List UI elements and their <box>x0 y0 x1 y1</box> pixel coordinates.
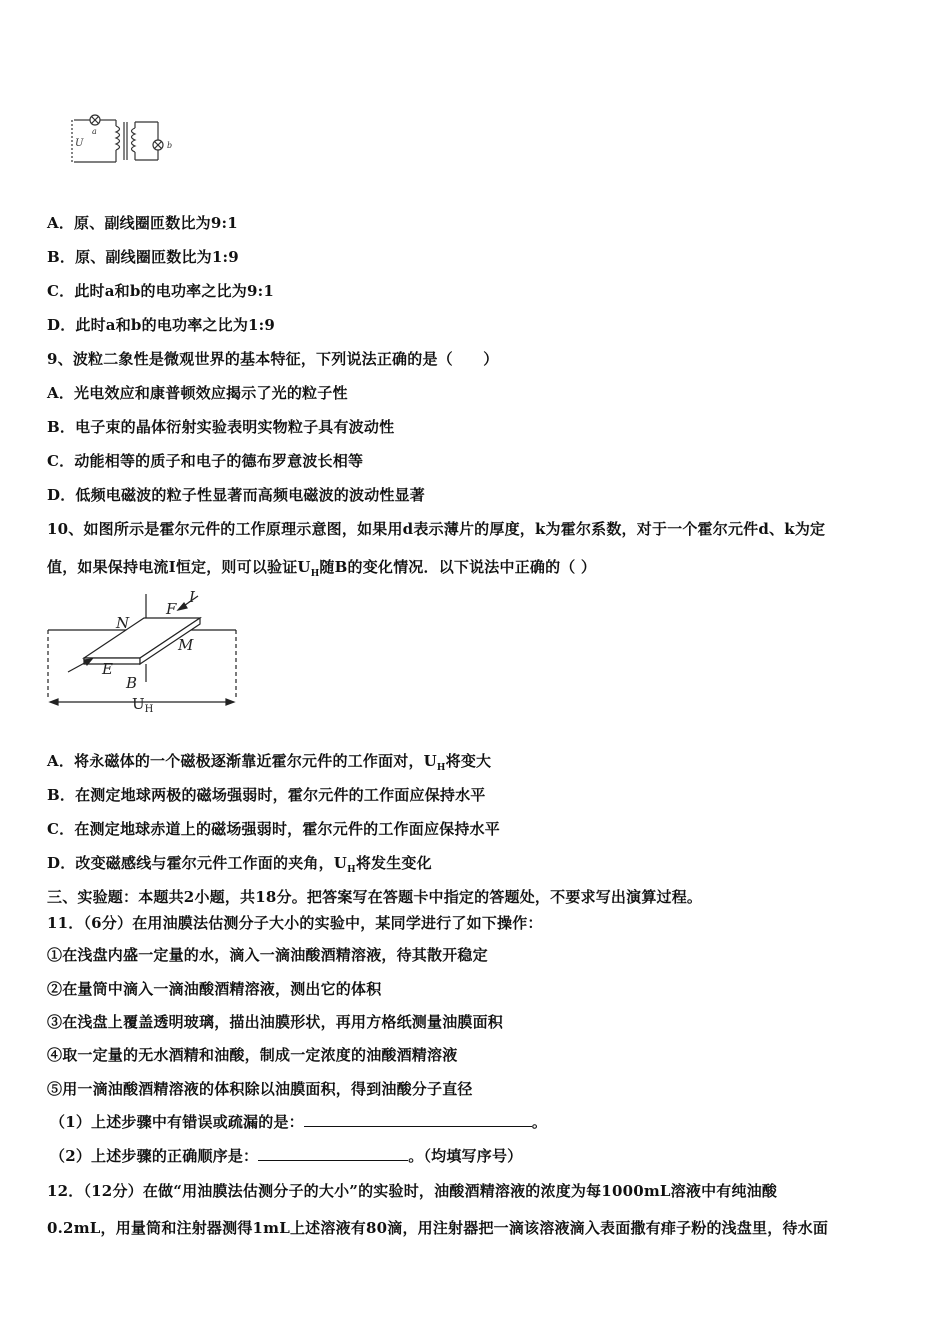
q8-option-c: C．此时a和b的电功率之比为9:1 <box>47 282 274 300</box>
q11-step-2: ②在量筒中滴入一滴油酸酒精溶液，测出它的体积 <box>47 980 382 998</box>
q8-option-b: B．原、副线圈匝数比为1:9 <box>47 248 239 266</box>
q10-option-a: A．将永磁体的一个磁极逐渐靠近霍尔元件的工作面对，$U_H$将变大 <box>47 752 492 773</box>
label-F: F <box>166 600 177 618</box>
q10-option-b: B．在测定地球两极的磁场强弱时，霍尔元件的工作面应保持水平 <box>47 786 486 804</box>
q11-stem: 11．（6分）在用油膜法估测分子大小的实验中，某同学进行了如下操作： <box>47 914 543 932</box>
label-b: b <box>167 141 173 150</box>
q9-option-a: A．光电效应和康普顿效应揭示了光的粒子性 <box>47 384 348 402</box>
q10-option-d: D．改变磁感线与霍尔元件工作面的夹角，$U_H$将发生变化 <box>47 854 432 875</box>
q10-stem-line2: 值，如果保持电流I恒定，则可以验证$U_H$随B的变化情况．以下说法中正确的（ ） <box>47 558 597 579</box>
label-E: E <box>102 660 113 678</box>
label-B: B <box>126 674 138 692</box>
q12-line2: 0.2mL，用量筒和注射器测得1mL上述溶液有80滴，用注射器把一滴该溶液滴入表面撒有痱子粉的浅盘里，待水面 <box>47 1219 829 1237</box>
q11-step-1: ①在浅盘内盛一定量的水，滴入一滴油酸酒精溶液，待其散开稳定 <box>47 946 488 964</box>
answer-blank-1[interactable] <box>304 1112 532 1127</box>
q9-option-b: B．电子束的晶体衍射实验表明实物粒子具有波动性 <box>47 418 395 436</box>
q8-option-d: D．此时a和b的电功率之比为1:9 <box>47 316 276 334</box>
label-a: a <box>92 127 97 136</box>
q10-stem-line1: 10、如图所示是霍尔元件的工作原理示意图，如果用d表示薄片的厚度，k为霍尔系数，对于一个霍尔元件d、k为定 <box>47 520 826 538</box>
q11-step-4: ④取一定量的无水酒精和油酸，制成一定浓度的油酸酒精溶液 <box>47 1046 458 1064</box>
q9-stem: 9、波粒二象性是微观世界的基本特征，下列说法正确的是（ ） <box>47 350 499 368</box>
q11-step-3: ③在浅盘上覆盖透明玻璃，描出油膜形状，再用方格纸测量油膜面积 <box>47 1013 504 1031</box>
label-U: U <box>75 138 84 149</box>
q11-sub1: （1）上述步骤中有错误或疏漏的是： 。 <box>50 1113 548 1131</box>
label-M: M <box>178 636 194 654</box>
q11-step-5: ⑤用一滴油酸酒精溶液的体积除以油膜面积，得到油酸分子直径 <box>47 1080 473 1098</box>
label-N: N <box>116 614 130 632</box>
label-I: I <box>189 588 195 606</box>
q10-option-c: C．在测定地球赤道上的磁场强弱时，霍尔元件的工作面应保持水平 <box>47 820 500 838</box>
q9-option-c: C．动能相等的质子和电子的德布罗意波长相等 <box>47 452 364 470</box>
q12-line1: 12．（12分）在做“用油膜法估测分子的大小”的实验时，油酸酒精溶液的浓度为每1000mL溶液中有纯油酸 <box>47 1182 778 1200</box>
label-UH: $U_H$ <box>132 695 154 714</box>
q11-sub2: （2）上述步骤的正确顺序是： 。（均填写序号） <box>50 1147 523 1165</box>
hall-element-figure <box>46 588 246 714</box>
q8-option-a: A．原、副线圈匝数比为9:1 <box>47 214 238 232</box>
q9-option-d: D．低频电磁波的粒子性显著而高频电磁波的波动性显著 <box>47 486 426 504</box>
transformer-figure <box>66 112 186 170</box>
answer-blank-2[interactable] <box>258 1146 408 1161</box>
section-3-heading: 三、实验题：本题共2小题，共18分。把答案写在答题卡中指定的答题处，不要求写出演算过程。 <box>47 888 703 906</box>
